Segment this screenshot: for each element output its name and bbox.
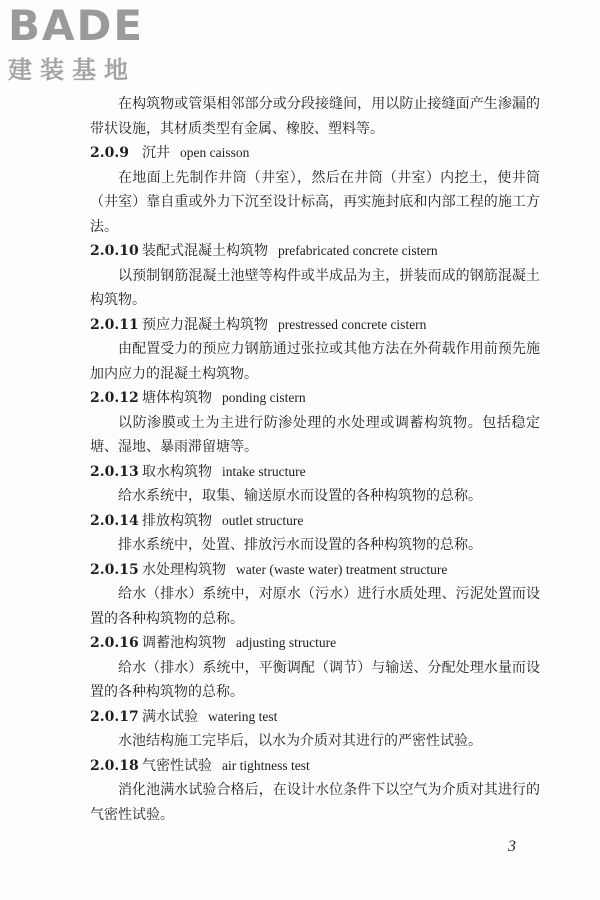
term-number: 2.0.13 [90,463,139,480]
document-body [90,92,540,827]
term-definition: 给水（排水）系统中，对原水（污水）进行水质处理、污泥处置而设置的各种构筑物的总称。 [90,586,540,627]
term-english: outlet structure [222,512,304,528]
term-heading [90,558,540,583]
term-heading [90,631,540,656]
term-english: water (waste water) treatment structure [236,561,448,577]
term-chinese: 塘体构筑物 [142,390,212,406]
term-heading [90,509,540,534]
term-english: air tightness test [222,757,310,773]
term-definition: 消化池满水试验合格后，在设计水位条件下以空气为介质对其进行的气密性试验。 [90,782,540,823]
term-definition: 给水（排水）系统中，平衡调配（调节）与输送、分配处理水量而设置的各种构筑物的总称。 [90,659,540,700]
logo-wordmark: BADE [8,1,145,50]
term-definition: 在地面上先制作井筒（井室），然后在井筒（井室）内挖土，使井筒（井室）靠自重或外力下沉至设计标高，再实施封底和内部工程的施工方法。 [90,169,540,235]
term-definition: 由配置受力的预应力钢筋通过张拉或其他方法在外荷载作用前预先施加内应力的混凝土构筑物。 [90,341,540,382]
term-english: open caisson [180,145,250,160]
term-heading [90,141,540,166]
term-number: 2.0.11 [90,316,139,333]
term-number: 2.0.12 [90,390,139,406]
term-definition: 以预制钢筋混凝土池壁等构件或半成品为主，拼装而成的钢筋混凝土构筑物。 [90,267,540,308]
term-definition: 给水系统中，取集、输送原水而设置的各种构筑物的总称。 [118,488,482,504]
term-heading [90,239,540,264]
term-chinese: 气密性试验 [142,757,212,774]
term-chinese: 满水试验 [142,708,198,725]
term-definition: 排水系统中，处置、排放污水而设置的各种构筑物的总称。 [118,537,482,553]
bade-logo [8,1,183,92]
logo-subtitle: 建装基地 [8,56,136,84]
term-english: watering test [208,708,278,724]
term-definition: 水池结构施工完毕后，以水为介质对其进行的严密性试验。 [118,733,482,749]
term-chinese: 调蓄池构筑物 [142,635,226,651]
term-english: prestressed concrete cistern [278,316,427,332]
page-number: 3 [508,838,516,855]
intro-paragraph: 在构筑物或管渠相邻部分或分段接缝间，用以防止接缝面产生渗漏的带状设施，其材质类型有金属、橡胶、塑料等。 [90,96,540,137]
term-english: adjusting structure [236,635,337,650]
term-english: ponding cistern [222,390,306,405]
term-chinese: 水处理构筑物 [142,561,226,578]
term-number: 2.0.17 [90,708,139,725]
term-heading [90,460,540,485]
term-number: 2.0.9 [90,145,129,161]
term-number: 2.0.18 [90,757,139,774]
term-heading [90,754,540,779]
term-number: 2.0.16 [90,635,139,651]
term-chinese: 沉井 [142,145,170,161]
term-chinese: 取水构筑物 [142,463,212,480]
term-english: intake structure [222,463,306,479]
term-chinese: 预应力混凝土构筑物 [142,316,268,333]
term-heading [90,386,540,411]
term-definition: 以防渗膜或土为主进行防渗处理的水处理或调蓄构筑物。包括稳定塘、湿地、暴雨滞留塘等。 [90,414,540,455]
term-english: prefabricated concrete cistern [278,243,438,258]
term-chinese: 装配式混凝土构筑物 [142,243,268,259]
term-number: 2.0.15 [90,561,139,578]
term-number: 2.0.10 [90,243,139,259]
term-list [90,141,540,827]
term-heading [90,705,540,730]
term-heading [90,313,540,338]
term-number: 2.0.14 [90,512,139,529]
term-chinese: 排放构筑物 [142,512,212,529]
